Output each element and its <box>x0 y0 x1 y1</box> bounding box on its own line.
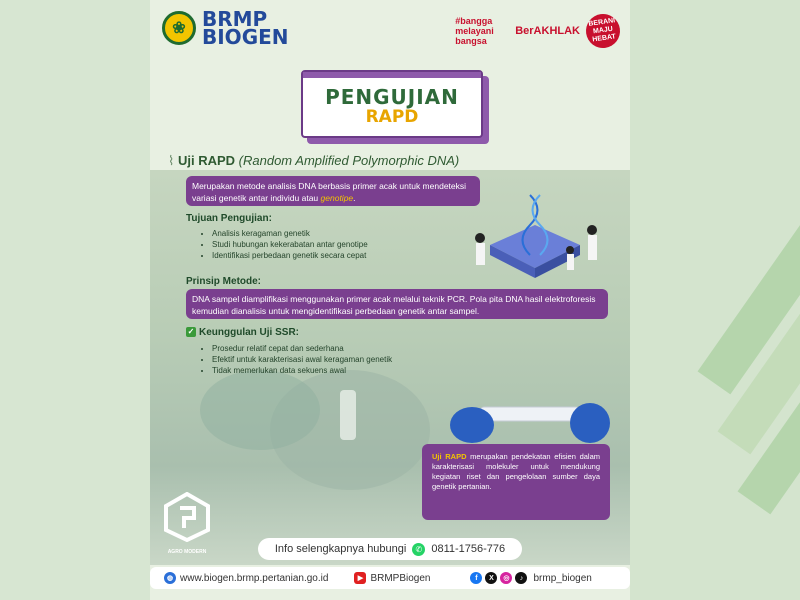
keunggulan-title-text: Keunggulan Uji SSR: <box>199 327 299 338</box>
list-item: • Identifikasi perbedaan genetik secara cepat <box>212 250 368 261</box>
heading-bold: Uji RAPD <box>177 153 236 168</box>
list-item: • Tidak memerlukan data sekuens awal <box>212 365 392 376</box>
youtube-icon: ▶ <box>354 572 366 584</box>
footer-bar <box>150 567 630 589</box>
campaign-tags <box>455 14 620 48</box>
background-right <box>630 0 800 600</box>
tujuan-title: Tujuan Pengujian: <box>186 213 272 224</box>
x-icon[interactable]: X <box>485 572 497 584</box>
logo-line-2: BIOGEN <box>202 25 289 49</box>
whatsapp-icon: ✆ <box>412 543 425 556</box>
list-item: • Prosedur relatif cepat dan sederhana <box>212 343 392 354</box>
intro-text: Merupakan metode analisis DNA berbasis primer acak untuk mendeteksi variasi genetik antar individu atau <box>192 181 467 203</box>
intro-italic: genotipe <box>320 193 354 203</box>
logo-line-1: BRMP <box>202 7 268 31</box>
brmp-biogen-logo <box>162 7 289 49</box>
social-links[interactable] <box>470 572 591 584</box>
dna-lab-illustration <box>460 190 610 280</box>
prinsip-title: Prinsip Metode: <box>186 276 262 287</box>
globe-icon: ◍ <box>164 572 176 584</box>
contact-bar <box>258 538 522 560</box>
keunggulan-list <box>202 343 392 376</box>
berakhlak-tag: BerAKHLAK <box>515 25 580 37</box>
list-item: • Studi hubungan kekerabatan antar genotipe <box>212 239 368 250</box>
summary-note <box>422 444 610 520</box>
header <box>150 0 630 60</box>
berani-maju-hebat-badge: BERANI MAJU HEBAT <box>584 12 622 50</box>
website-link[interactable] <box>164 572 328 584</box>
page-subtitle: RAPD <box>365 107 419 127</box>
facebook-icon[interactable]: f <box>470 572 482 584</box>
contact-phone[interactable]: 0811-1756-776 <box>431 543 506 555</box>
ministry-emblem-icon: ❀ <box>162 11 196 45</box>
intro-end: . <box>353 193 356 203</box>
website-text: www.biogen.brmp.pertanian.go.id <box>180 572 329 584</box>
agro-modern-logo <box>162 492 212 555</box>
heading-italic: (Random Amplified Polymorphic DNA) <box>238 153 460 168</box>
prinsip-pill: DNA sampel diamplifikasi menggunakan primer acak melalui teknik PCR. Pola pita DNA hasil elektroforesis kemudian dianalisis untuk mengidentifikasi perbedaan genetik antar sampel. <box>186 289 608 319</box>
page-title: PENGUJIAN <box>325 85 459 109</box>
gloved-hands-tube-strip <box>450 395 610 450</box>
note-text: merupakan pendekatan efisien dalam karakterisasi molekuler untuk mendukung kegiatan riset dan pengelolaan sumber daya genetik pertanian. <box>432 452 600 491</box>
section-heading <box>168 153 459 169</box>
background-left <box>0 0 150 600</box>
agro-modern-icon <box>162 492 212 542</box>
youtube-text: BRMPBiogen <box>370 572 431 584</box>
intro-pill <box>186 176 480 206</box>
social-handle: brmp_biogen <box>533 572 592 584</box>
bangga-melayani-tag: #bangga melayani bangsa <box>455 16 494 46</box>
keunggulan-title <box>186 327 299 338</box>
dna-icon: ⌇ <box>168 153 175 168</box>
youtube-link[interactable] <box>354 572 430 584</box>
agro-modern-label: AGRO MODERN <box>167 549 207 555</box>
note-bold: Uji RAPD <box>432 452 467 461</box>
list-item: • Efektif untuk karakterisasi awal keragaman genetik <box>212 354 392 365</box>
poster <box>150 0 630 600</box>
tujuan-list <box>202 228 368 261</box>
checkmark-icon: ✓ <box>187 327 195 337</box>
title-box-bar <box>303 72 481 78</box>
list-item: • Analisis keragaman genetik <box>212 228 368 239</box>
instagram-icon[interactable]: ◎ <box>500 572 512 584</box>
tiktok-icon[interactable]: ♪ <box>515 572 527 584</box>
title-box <box>301 70 483 138</box>
contact-label: Info selengkapnya hubungi <box>274 543 407 555</box>
